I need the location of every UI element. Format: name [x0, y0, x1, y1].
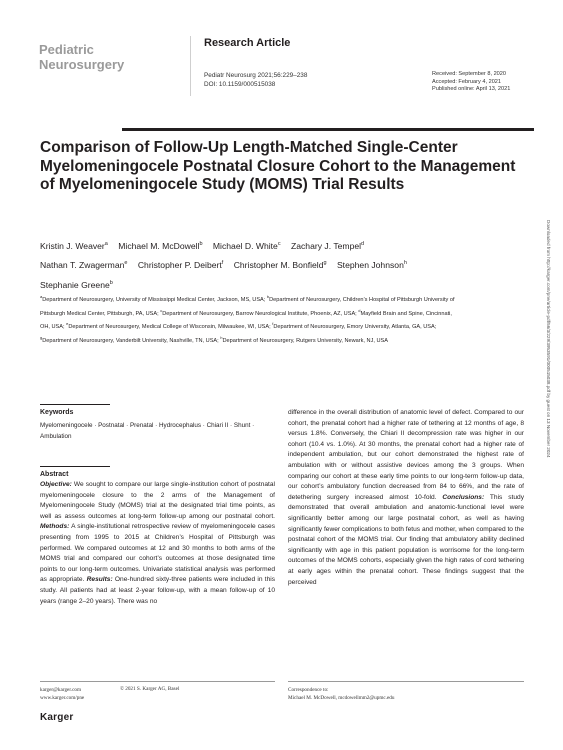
author-affiliation-mark: e [124, 260, 128, 267]
author-name: Kristin J. Weaver$^a$ [40, 240, 108, 251]
author-affiliation-mark: b [199, 241, 203, 247]
correspondence-label: Correspondence to: [288, 687, 329, 693]
citation-doi[interactable]: DOI: 10.1159/000515038 [204, 81, 276, 88]
abstract-section-text: difference in the overall distribution of anatomic level of defect. Compared to our cohort, the prenatal cohort had a higher rate of tethering at 12 months of age, 8 versus 1.8%. Conversely, the Chiari II decompression rate was higher in our cohort (10.4 vs. 1.0%). At 30 months, the prenatal cohort had a higher rate of independent ambulation, but our cohort demonstrated the highest rate of ambulation with or without assistive devices among the 3 groups. When comparing our cohort at these early time points to our long-term follow-up data, our cohort’s ambulatory function decreased from 84 to 66%, and the rate of detethering surgery increased almost 10-fold. [288, 409, 524, 501]
author-name: Stephen Johnson$^h$ [336, 260, 407, 271]
author-affiliation-mark: d [361, 241, 365, 247]
affiliation-mark: e [66, 321, 69, 327]
affiliation-mark: f [272, 321, 274, 327]
author-affiliation-mark: c [277, 241, 281, 247]
affiliation-mark: c [160, 307, 163, 313]
affiliation-mark: d [358, 307, 361, 313]
affiliation-text: Department of Neurosurgery, Children’s Hospital of Pittsburgh University of Pittsburgh Medical Center, Pittsburgh, PA, USA; [40, 296, 455, 317]
author-affiliation-mark: h [403, 260, 407, 267]
abstract-section-label: Methods: [40, 523, 70, 531]
abstract-body-col1 [40, 480, 275, 607]
publisher-contact [40, 686, 84, 702]
publisher-web[interactable]: www.karger.com/pne [40, 695, 85, 701]
keywords-rule [40, 404, 110, 405]
article-type: Research Article [204, 37, 291, 49]
abstract-section-text: We sought to compare our large single-institution cohort of postnatal myelomeningocele closure to the 2 arms of the Management of Myelomeningocele Study (MOMS) trial at the designated trial time points, as well as assess outcomes at long-term follow-up among our postnatal cohort. [40, 481, 275, 520]
accepted-date: Accepted: February 4, 2021 [432, 78, 502, 85]
affiliation-text: Department of Neurosurgery, Barrow Neurological Institute, Phoenix, AZ, USA; [162, 310, 359, 317]
affiliation-text: Department of Neurosurgery, Rutgers University, Newark, NJ, USA [222, 337, 388, 344]
abstract-section-label: Conclusions: [442, 493, 485, 501]
citation-journal: Pediatr Neurosurg 2021;56:229–238 [204, 72, 308, 79]
author-name: Stephanie Greene$^b$ [40, 279, 113, 290]
download-note [545, 220, 553, 640]
affiliation-mark: g [40, 334, 43, 340]
affiliation-text: Department of Neurosurgery, Emory University, Atlanta, GA, USA; [273, 324, 437, 331]
author-name: Nathan T. Zwagerman$^e$ [40, 260, 128, 271]
correspondence-text[interactable]: Michael M. McDowell, mcdowellmm2@upmc.edu [288, 695, 395, 701]
publisher-email[interactable]: karger@karger.com [40, 687, 82, 693]
affiliation-text: Department of Neurosurgery, University of Mississippi Medical Center, Jackson, MS, USA; [42, 296, 267, 303]
author-name: Michael M. McDowell$^b$ [118, 240, 203, 251]
abstract-section-text: A single-institutional retrospective review of myelomeningocele cases presenting from 1995 to 2015 at Children’s Hospital of Pittsburgh was performed. We compared outcomes at 12 and 30 months to both arms of the MOMS trial and compared our cohort’s outcomes at those designated time points to our long-term outcomes. Univariate statistical analysis was performed as appropriate. [40, 523, 275, 584]
affiliations [40, 292, 460, 347]
download-note-text: Downloaded from http://karger.com/pne/article-pdf/56/3/229/3953591/000515038.pdf by guest on 13 November 2024 [546, 220, 551, 458]
author-affiliation-mark: a [104, 241, 108, 247]
journal-name [39, 42, 124, 72]
author-affiliation-mark: b [109, 279, 113, 286]
journal-name-line1: Pediatric [39, 42, 94, 57]
footer-rule-right [288, 681, 524, 682]
footer-rule-left [40, 681, 275, 682]
affiliation-text: Department of Neurosurgery, Vanderbilt University, Nashville, TN, USA; [42, 337, 221, 344]
correspondence [288, 686, 395, 702]
affiliation-mark: a [40, 294, 43, 299]
abstract-section-label: Results: [86, 576, 113, 584]
keywords-heading: Keywords [40, 409, 74, 416]
affiliation-text: Department of Neurosurgery, Medical College of Wisconsin, Milwaukee, WI, USA; [68, 324, 273, 331]
author-affiliation-mark: f [221, 260, 224, 267]
author-affiliation-mark: g [323, 260, 327, 267]
author-name: Zachary J. Tempel$^d$ [290, 240, 365, 251]
author-name: Christopher M. Bonfield$^g$ [233, 260, 327, 271]
publisher-logo: Karger [40, 712, 74, 723]
affiliation-text: Mayfield Brain and Spine, Cincinnati, OH, USA; [40, 310, 452, 331]
copyright: © 2021 S. Karger AG, Basel [120, 686, 180, 692]
journal-name-line2: Neurosurgery [39, 57, 125, 72]
author-name: Christopher P. Deibert$^f$ [137, 260, 224, 271]
title-rule [122, 128, 534, 131]
article-dates [432, 71, 510, 94]
author-list [40, 236, 460, 294]
abstract-section-text: One-hundred sixty-three patients were included in this study. All patients had at least 2-year follow-up, with a mean follow-up of 10 years (range 2–20 years). There was no [40, 576, 275, 605]
received-date: Received: September 8, 2020 [432, 71, 507, 77]
abstract-rule [40, 466, 110, 467]
abstract-heading: Abstract [40, 471, 69, 478]
citation [204, 71, 307, 89]
author-name: Michael D. White$^c$ [212, 240, 281, 251]
affiliation-mark: h [220, 334, 223, 340]
abstract-section-label: Objective: [40, 481, 72, 488]
abstract-body-col2 [288, 408, 524, 588]
affiliation-mark: b [266, 294, 270, 299]
keywords-text: Myelomeningocele · Postnatal · Prenatal · Hydrocephalus · Chiari II · Shunt · Ambulation [40, 422, 255, 440]
abstract-section-text: This study demonstrated that overall ambulation and anatomic-functional level were significantly better among our large postnatal cohort, as well as having significantly fewer complications to both fetus and mother, when compared to the postnatal cohort of the MOMS trial. Our finding that ambulatory ability declined significantly with age in this patient population is worrisome for the long-term outcomes of the MOMS cohorts, especially given the high rates of cord tethering at early ages within the prenatal cohort. These findings suggest that the perceived [288, 493, 524, 586]
published-date: Published online: April 13, 2021 [432, 86, 511, 92]
article-title: Comparison of Follow-Up Length-Matched Single-Center Myelomeningocele Postnatal Closure Cohort to the Management of Myelomeningocele Study (MOMS) Trial Results [40, 139, 516, 194]
header-divider [190, 36, 191, 96]
